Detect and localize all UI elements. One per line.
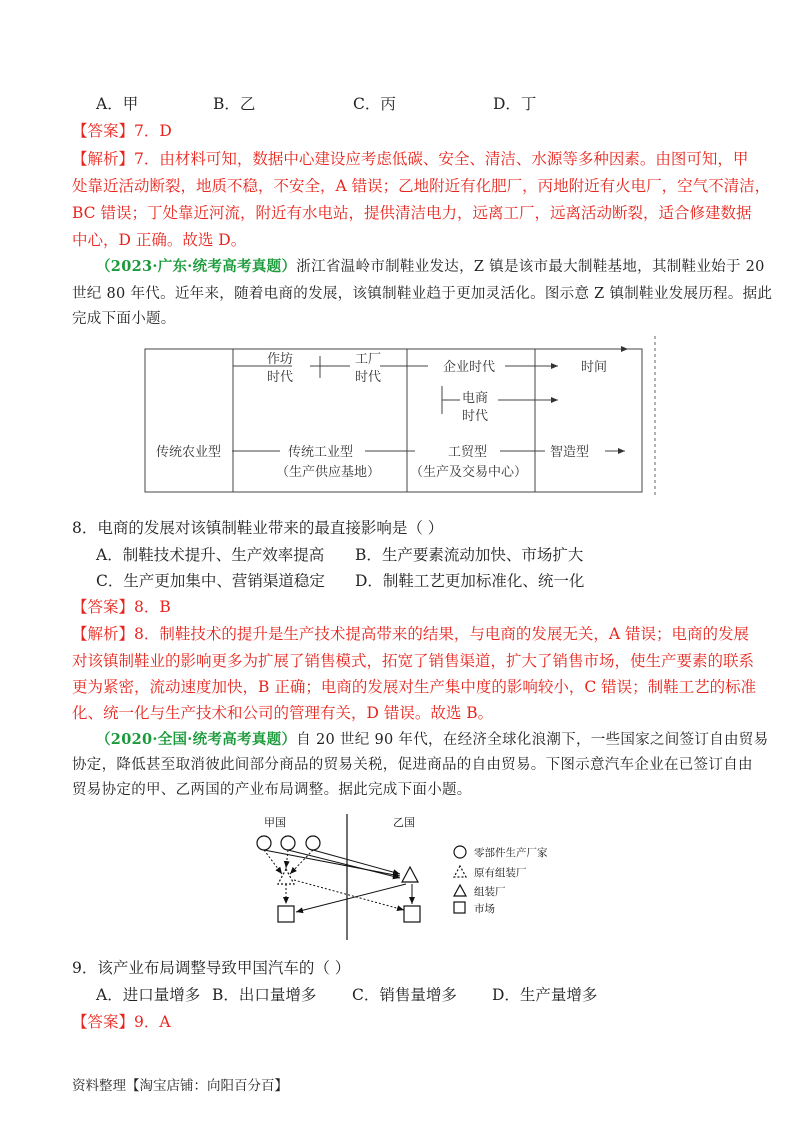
shoe-industry-figure (140, 336, 660, 496)
passage-3-line-1: （2020·全国·统考高考真题）自 20 世纪 90 年代，在经济全球化浪潮下，一些国家之间签订自由贸易 (96, 731, 769, 748)
passage-2-line-3: 完成下面小题。 (72, 311, 176, 327)
passage-3-line-2: 协定，降低甚至取消彼此间部分商品的贸易关税，促进商品的自由贸易。下图示意汽车企业在已签订自由 (72, 757, 753, 773)
fig1-factory-1: 工厂 (355, 352, 382, 367)
passage-2-line-1: （2023·广东·统考高考真题）浙江省温岭市制鞋业发达，Z 镇是该市最大制鞋基地，其制鞋业始于 20 (96, 258, 765, 275)
question-9: 9．该产业布局调整导致甲国汽车的（ ） (72, 959, 351, 977)
passage-3-line-3: 贸易协定的甲、乙两国的产业布局调整。据此完成下面小题。 (72, 782, 472, 798)
fig1-trade-type: 工贸型 (448, 445, 488, 460)
fig2-legend-old: 原有组装厂 (474, 867, 527, 879)
q8-option-d: D．制鞋工艺更加标准化、统一化 (355, 572, 585, 590)
fig2-legend-assembly: 组装厂 (474, 886, 506, 898)
auto-industry-figure (240, 812, 548, 944)
q9-option-a: A．进口量增多 (96, 986, 201, 1004)
q9-option-d: D．生产量增多 (492, 986, 598, 1004)
fig1-ecom-2: 时代 (462, 409, 489, 424)
analysis-7-line-3: BC 错误；丁处靠近河流，附近有水电站，提供清洁电力，远离工厂，远离活动断裂，适合修建数据 (72, 204, 752, 222)
fig1-workshop-1: 作坊 (267, 352, 294, 367)
q8-option-b: B．生产要素流动加快、市场扩大 (355, 546, 584, 564)
passage-3-source: （2020·全国·统考高考真题） (96, 731, 297, 748)
answer-9: 【答案】9．A (72, 1013, 171, 1031)
q9-option-b: B．出口量增多 (212, 986, 317, 1004)
analysis-8-line-1: 【解析】8．制鞋技术的提升是生产技术提高带来的结果，与电商的发展无关，A 错误；电商的发展 (72, 625, 749, 643)
q8-option-c: C．生产更加集中、营销渠道稳定 (96, 572, 325, 590)
passage-2-line-2: 世纪 80 年代。近年来，随着电商的发展，该镇制鞋业趋于更加灵活化。图示意 Z 镇制鞋业发展历程。据此 (72, 286, 773, 302)
fig1-supply-base: （生产供应基地） (276, 465, 381, 480)
passage-2-source: （2023·广东·统考高考真题） (96, 258, 297, 275)
fig1-ecom-1: 电商 (462, 391, 489, 406)
option-d: D．丁 (493, 95, 537, 113)
question-8: 8．电商的发展对该镇制鞋业带来的最直接影响是（ ） (72, 519, 444, 537)
analysis-8-line-3: 更为紧密，流动速度加快，B 正确；电商的发展对生产集中度的影响较小，C 错误；制鞋工艺的标准 (72, 678, 757, 696)
fig1-workshop-2: 时代 (267, 370, 294, 385)
fig1-trade-center: （生产及交易中心） (410, 465, 528, 480)
fig1-time: 时间 (581, 360, 608, 375)
fig2-legend-parts: 零部件生产厂家 (474, 847, 548, 859)
option-b: B．乙 (213, 95, 256, 113)
option-c: C．丙 (353, 95, 396, 113)
fig1-enterprise: 企业时代 (443, 360, 496, 375)
footer: 资料整理【淘宝店铺：向阳百分百】 (72, 1078, 288, 1094)
answer-7: 【答案】7．D (72, 122, 172, 140)
option-a: A．甲 (96, 95, 139, 113)
q9-option-c: C．销售量增多 (352, 986, 457, 1004)
fig2-country-b: 乙国 (393, 816, 415, 829)
fig2-country-a: 甲国 (264, 816, 286, 829)
analysis-7-line-1: 【解析】7．由材料可知，数据中心建设应考虑低碳、安全、清洁、水源等多种因素。由图可知，甲 (72, 150, 749, 168)
fig1-factory-2: 时代 (355, 370, 382, 385)
analysis-8-line-2: 对该镇制鞋业的影响更多为扩展了销售模式，拓宽了销售渠道，扩大了销售市场，使生产要素的联系 (72, 652, 755, 670)
fig1-smart: 智造型 (550, 445, 590, 460)
fig1-traditional-ind: 传统工业型 (288, 445, 354, 460)
analysis-7-line-2: 处靠近活动断裂，地质不稳，不安全，A 错误；乙地附近有化肥厂，丙地附近有火电厂，空气不清洁， (72, 177, 771, 195)
fig1-traditional-agri: 传统农业型 (156, 445, 222, 460)
answer-8: 【答案】8．B (72, 598, 171, 616)
fig2-legend-market: 市场 (474, 903, 495, 915)
q8-option-a: A．制鞋技术提升、生产效率提高 (96, 546, 325, 564)
analysis-7-line-4: 中心，D 正确。故选 D。 (72, 231, 247, 249)
analysis-8-line-4: 化、统一化与生产技术和公司的管理有关，D 错误。故选 B。 (72, 704, 494, 722)
